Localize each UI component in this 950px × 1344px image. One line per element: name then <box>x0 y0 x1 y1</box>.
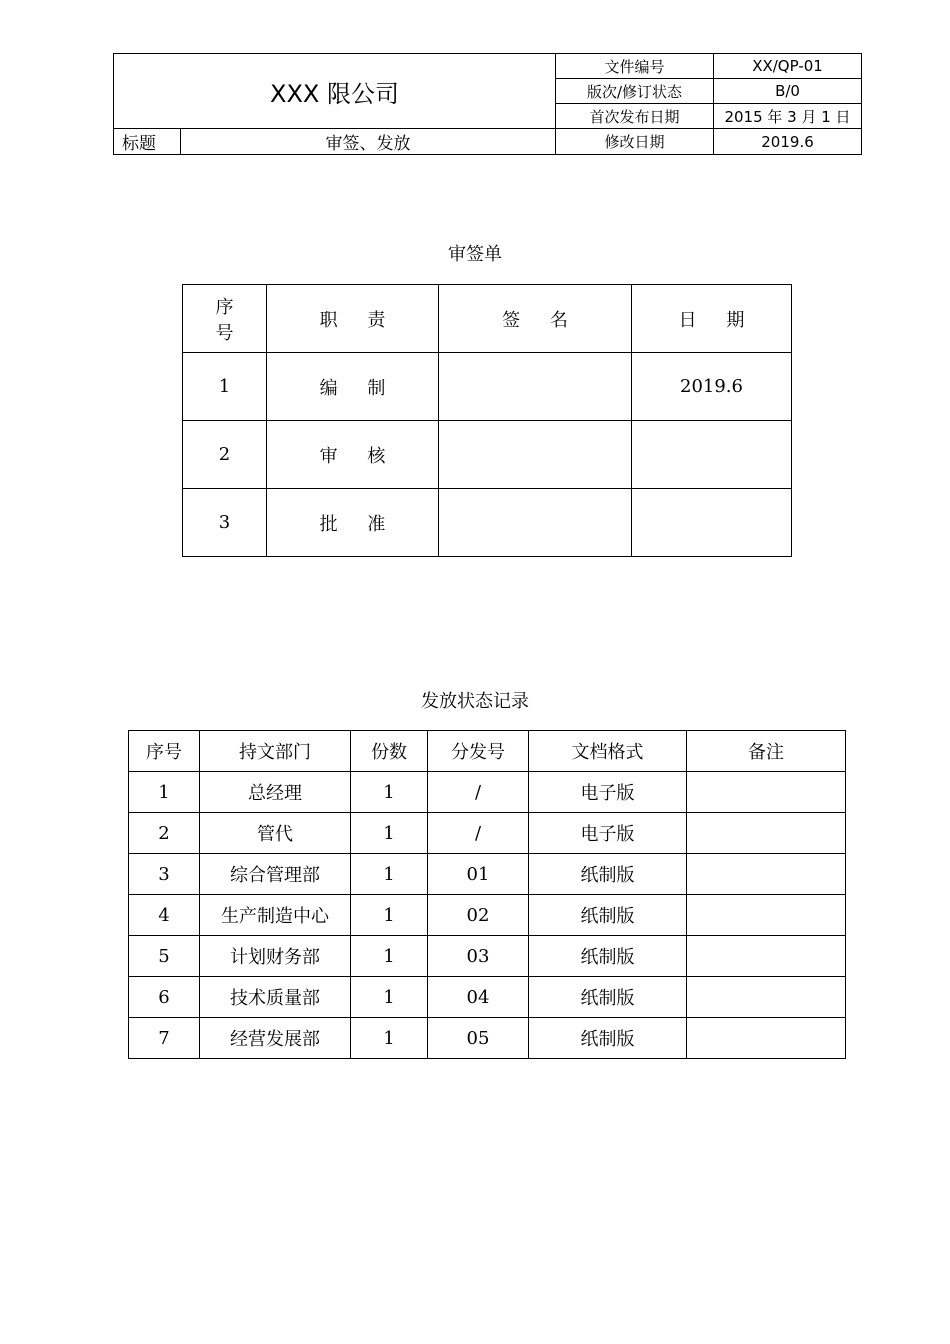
row-duty: 编 制 <box>267 353 439 421</box>
header-cell: 文档格式 <box>529 731 687 772</box>
table-row <box>129 772 846 813</box>
row-remark <box>687 936 846 977</box>
header-cell: 序 号 <box>183 285 267 353</box>
title-value: 审签、发放 <box>181 129 556 155</box>
distribution-table <box>128 730 846 1059</box>
header-cell: 份数 <box>351 731 428 772</box>
row-no: 6 <box>129 977 200 1018</box>
row-copies: 1 <box>351 895 428 936</box>
row-format: 电子版 <box>529 772 687 813</box>
row-dist-no: 01 <box>428 854 529 895</box>
row-dist-no: 02 <box>428 895 529 936</box>
header-cell: 职 责 <box>267 285 439 353</box>
row-dist-no: 05 <box>428 1018 529 1059</box>
header-cell: 持文部门 <box>200 731 351 772</box>
row-no: 2 <box>183 421 267 489</box>
row-copies: 1 <box>351 1018 428 1059</box>
doc-no-label: 文件编号 <box>556 54 714 79</box>
row-signature <box>439 421 632 489</box>
table-row <box>129 936 846 977</box>
row-no: 2 <box>129 813 200 854</box>
row-format: 纸制版 <box>529 854 687 895</box>
row-date: 2019.6 <box>632 353 792 421</box>
row-dept: 经营发展部 <box>200 1018 351 1059</box>
table-row <box>183 353 792 421</box>
row-remark <box>687 854 846 895</box>
row-format: 纸制版 <box>529 895 687 936</box>
row-no: 1 <box>129 772 200 813</box>
company-name: XXX 限公司 <box>114 54 556 129</box>
sign-sheet-caption: 审签单 <box>448 244 502 265</box>
first-release-value: 2015 年 3 月 1 日 <box>714 104 862 129</box>
modified-value: 2019.6 <box>714 129 862 155</box>
row-remark <box>687 813 846 854</box>
table-row <box>183 489 792 557</box>
row-copies: 1 <box>351 772 428 813</box>
row-dept: 总经理 <box>200 772 351 813</box>
modified-label: 修改日期 <box>556 129 714 155</box>
row-no: 7 <box>129 1018 200 1059</box>
row-no: 3 <box>183 489 267 557</box>
row-dist-no: / <box>428 772 529 813</box>
sign-sheet-header-row <box>183 285 792 353</box>
row-dept: 计划财务部 <box>200 936 351 977</box>
table-row <box>129 854 846 895</box>
row-no: 4 <box>129 895 200 936</box>
row-dept: 技术质量部 <box>200 977 351 1018</box>
row-copies: 1 <box>351 854 428 895</box>
row-remark <box>687 1018 846 1059</box>
table-row <box>129 813 846 854</box>
row-format: 电子版 <box>529 813 687 854</box>
document-header <box>113 53 862 155</box>
header-cell: 签 名 <box>439 285 632 353</box>
row-copies: 1 <box>351 813 428 854</box>
row-no: 1 <box>183 353 267 421</box>
row-dept: 综合管理部 <box>200 854 351 895</box>
row-date <box>632 421 792 489</box>
row-signature <box>439 353 632 421</box>
row-duty: 审 核 <box>267 421 439 489</box>
row-copies: 1 <box>351 977 428 1018</box>
row-no: 5 <box>129 936 200 977</box>
row-remark <box>687 772 846 813</box>
title-label: 标题 <box>114 129 181 155</box>
header-cell: 序号 <box>129 731 200 772</box>
row-format: 纸制版 <box>529 977 687 1018</box>
table-row <box>129 1018 846 1059</box>
revision-value: B/0 <box>714 79 862 104</box>
distribution-header-row <box>129 731 846 772</box>
header-cell: 分发号 <box>428 731 529 772</box>
row-format: 纸制版 <box>529 936 687 977</box>
table-row <box>183 421 792 489</box>
distribution-caption: 发放状态记录 <box>421 691 529 712</box>
table-row <box>129 895 846 936</box>
row-dept: 管代 <box>200 813 351 854</box>
row-dist-no: 04 <box>428 977 529 1018</box>
table-row <box>129 977 846 1018</box>
doc-no-value: XX/QP-01 <box>714 54 862 79</box>
row-no: 3 <box>129 854 200 895</box>
row-signature <box>439 489 632 557</box>
row-dist-no: 03 <box>428 936 529 977</box>
row-remark <box>687 895 846 936</box>
header-cell: 备注 <box>687 731 846 772</box>
first-release-label: 首次发布日期 <box>556 104 714 129</box>
row-duty: 批 准 <box>267 489 439 557</box>
row-dist-no: / <box>428 813 529 854</box>
row-format: 纸制版 <box>529 1018 687 1059</box>
row-remark <box>687 977 846 1018</box>
sign-sheet-table <box>182 284 792 557</box>
revision-label: 版次/修订状态 <box>556 79 714 104</box>
header-cell: 日 期 <box>632 285 792 353</box>
row-date <box>632 489 792 557</box>
row-copies: 1 <box>351 936 428 977</box>
row-dept: 生产制造中心 <box>200 895 351 936</box>
